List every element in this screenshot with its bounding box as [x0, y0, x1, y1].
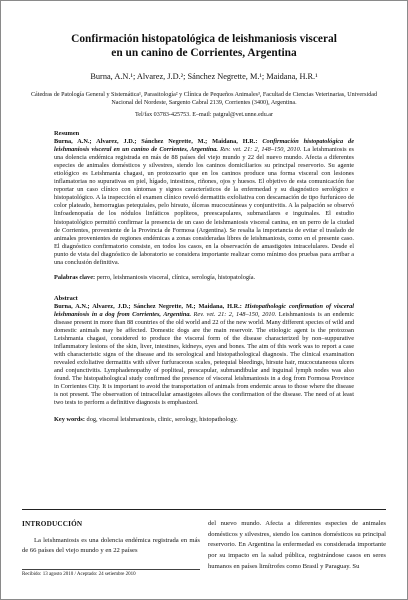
resumen-heading: Resumen — [54, 130, 80, 137]
abstract-citation-ref: Rev. vet. 21: 2, 148–150, 2010. — [193, 310, 277, 318]
resumen-citation-ref: Rev. vet. 21: 2, 148–150, 2010. — [220, 146, 302, 154]
resumen-citation-title: Confirmación histopatológica de leishmaniosis visceral en un canino de Corrientes, Argentina. — [54, 138, 354, 154]
abstract-keywords — [54, 416, 354, 424]
resumen-body: La leishmaniosis es una dolencia endémica registrada en más de 88 países del viejo mundo y 22 del nuevo mundo. Afecta a diferentes especies de animales domésticos y silvestres, siendo los caninos domiciliarios su principal reservorio. Su agente etiológico es Leishmania chagasi, un protozoario que en los caninos produce una forma visceral con lesiones inflamatorias no supurativas en piel, hígado, intestinos, riñones, ojos y huesos. El objetivo de esta comunicación fue reportar un caso clínico con síntomas y signos característicos de la enfermedad y su diagnóstico serológico e histopatológico. A la inspección el examen clínico reveló dermatitis exfoliativa con descamación de tipo furfuráceo de color plateado, hemorragias petequiales, pelo hirsuto, úlceras mucocutáneas y conjuntivitis. A la palpación se observó linfoadenopatía de los nódulos linfáticos poplíteos, preescapulares, submaxilares e inguinales. El estudio histopatológico permitió confirmar la presencia de un caso de leishmaniosis visceral canina, en un perro de la ciudad de Corrientes, proveniente de la Provincia de Formosa (Argentina). Se resalta la importancia de evitar el traslado de animales provenientes de regiones endémicas a zonas consideradas libres de leishmaniosis, como en el presente caso. El diagnóstico confirmatorio consiste, en todos los casos, en la observación de amastigotes intracelulares. Desde el punto de vista del diagnóstico de laboratorio se considera importante realizar como mínimo dos pruebas para arribar a una conclusión definitiva. — [54, 146, 354, 266]
title-line-1: Confirmación histopatológica de leishmaniosis visceral — [71, 33, 337, 45]
resumen-text — [54, 138, 354, 267]
author-list: Burna, A.N.¹; Alvarez, J.D.²; Sánchez Negrette, M.¹; Maidana, H.R.¹ — [90, 72, 318, 81]
abstract-body: Leishmaniosis is an endemic disease present in more than 88 countries of the old world and 22 of the new world. Many different species of wild and domestic animals may be affected. Domestic dogs are the main reservoir. The etiologic agent is the protozoan Leishmania chagasi, considered to produce the visceral form of the disease characterized by non–suppurative inflammatory lesions of the skin, liver, intestines, kidneys, eyes and bones. The aim of this work was to report a case with characteristic signs of the disease and its serological and histopathological diagnosis. The clinical examination revealed exfoliative dermatitis with silver furfuraceous scales, petequial bleedings, hirsute hair, mucocutaneous ulcers and conjunctivitis. Lymphadenopathy of popliteal, prescapular, submandibular and inguinal lymph nodes was also found. The histopathological study confirmed the presence of visceral leishmaniosis in a dog from Formosa Province in Corrientes City. It is important to avoid the transportation of animals from endemic areas to those where the disease is not present. The observation of intracellular amastigotes allows the confirmation of the disease. The need of at least two tests to perform a definitive diagnosis is emphasized. — [54, 310, 355, 407]
resumen-citation-authors: Burna, A.N.; Alvarez, J.D.; Sánchez Negrette, M.; Maidana, H.R.: — [54, 138, 258, 146]
abstract-block — [54, 130, 354, 424]
left-column — [22, 519, 200, 557]
abstract-keywords-text: dog, visceral leishmaniosis, clinic, serology, histopathology. — [86, 415, 238, 423]
contact-line: Tel/fax 03783-425753. E–mail: patgral@vet.unne.edu.ar — [134, 112, 274, 118]
section-divider — [22, 509, 386, 510]
title-line-2: en un canino de Corrientes, Argentina — [111, 46, 297, 59]
introduction-heading: INTRODUCCIÓN — [22, 520, 83, 528]
right-column — [208, 519, 386, 573]
resumen-keywords-text: perro, leishmaniosis visceral, clínica, serología, histopatología. — [96, 273, 256, 281]
abstract-heading: Abstract — [54, 294, 78, 302]
abstract-english — [54, 295, 354, 424]
affiliation: Cátedras de Patología General y Sistemática¹, Parasitología² y Clínica de Pequeños Animales³, Facultad de Ciencias Veterinarias, Universidad Nacional del Nordeste, Sargento Cabral 2139, Corrientes (3400), Argentina. — [30, 92, 378, 106]
article-title — [20, 33, 388, 60]
abstract-citation-authors: Burna, A.N.; Alvarez, J.D.; Sánchez Negrette, M.; Maidana, H.R.: — [54, 302, 242, 310]
abstract-citation-title: Histopathologic confirmation of visceral leishmaniosis in a dog from Corrientes, Argentina. — [54, 302, 354, 318]
introduction-text-left: La leishmaniosis es una dolencia endémica registrada en más de 66 países del viejo mundo y en 22 países — [22, 536, 200, 555]
abstract-keywords-label: Key words: — [54, 415, 85, 423]
introduction-text-right: del nuevo mundo. Afecta a diferentes especies de animales domésticos y silvestres, siendo los caninos domésticos su principal reservorio. En Argentina la enfermedad es considerada importante por su impacto en la salud pública, registrándose casos en seres humanos en países limítrofes como Brasil y Paraguay. Su — [208, 520, 386, 570]
resumen-keywords-label: Palabras clave: — [54, 273, 96, 281]
resumen-keywords — [54, 274, 354, 282]
abstract-text — [54, 303, 354, 408]
received-footnote: Recibido: 13 agosto 2010 / Aceptado: 24 setiembre 2010 — [22, 569, 200, 577]
